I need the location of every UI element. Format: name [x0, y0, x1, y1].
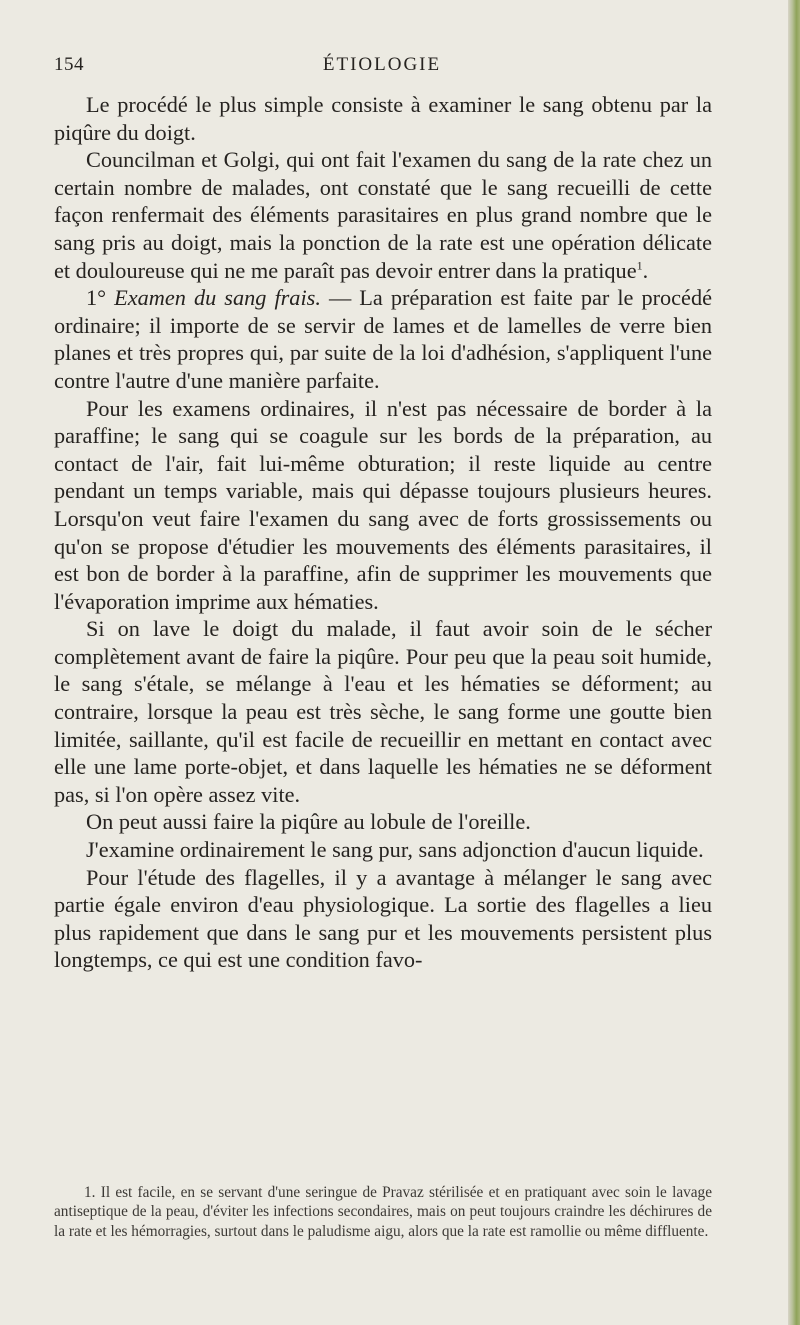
body-text [54, 91, 712, 974]
paragraph: Pour l'étude des flagelles, il y a avantage à mélanger le sang avec partie égale environ d'eau physiologique. La sortie des flagelles a lieu plus rapidement que dans le sang pur et les mouvements persistent plus longtemps, ce qui est une condition favo- [54, 864, 712, 973]
paragraph: Le procédé le plus simple consiste à examiner le sang obtenu par la piqûre du doigt. [54, 92, 712, 145]
footnote-marker: 1. [84, 1184, 96, 1201]
paragraph: Councilman et Golgi, qui ont fait l'examen du sang de la rate chez un certain nombre de malades, ont constaté que le sang recueilli de cette façon renfermait des éléments parasitaires en plus grand nombre que le sang pris au doigt, mais la ponction de la rate est une opération délicate et douloureuse qui ne me paraît pas devoir entrer dans la pratique$^1$. [54, 147, 712, 283]
page-edge [788, 0, 800, 1325]
paragraph: Si on lave le doigt du malade, il faut avoir soin de le sécher complètement avant de faire la piqûre. Pour peu que la peau soit humide, le sang s'étale, se mélange à l'eau et les hématies se déforment; au contraire, lorsque la peau est très sèche, le sang forme une goutte bien limitée, saillante, qu'il est facile de recueillir en mettant en contact avec elle une lame porte-objet, et dans laquelle les hématies ne se déforment pas, si l'on opère assez vite. [54, 616, 712, 807]
paragraph-section-heading: 1° Examen du sang frais. — La préparation est faite par le procédé ordinaire; il importe de se servir de lames et de lamelles de verre bien planes et très propres qui, par suite de la loi d'adhésion, s'appliquent l'une contre l'autre d'une manière parfaite. [54, 285, 712, 393]
section-heading-title: Examen du sang frais. [114, 285, 321, 311]
footnote [54, 1183, 712, 1241]
page-header [54, 54, 710, 84]
paragraph-text: Councilman et Golgi, qui ont fait l'examen du sang de la rate chez un certain nombre de malades, ont constaté que le sang recueilli de cette façon renfermait des éléments parasitaires en plus grand nombre que le sang pris au doigt, mais la ponction de la rate est une opération délicate et douloureuse qui ne me paraît pas devoir entrer dans la pratique [54, 147, 712, 283]
paragraph: Pour les examens ordinaires, il n'est pas nécessaire de border à la paraffine; le sang qui se coagule sur les bords de la préparation, au contact de l'air, fait lui-même obturation; il reste liquide au centre pendant un temps variable, mais qui dépasse toujours plusieurs heures. Lorsqu'on veut faire l'examen du sang avec de forts grossissements ou qu'on se propose d'étudier les mouvements des éléments parasitaires, il est bon de border à la paraffine, afin de supprimer les mouvements que l'évaporation imprime aux hématies. [54, 395, 712, 614]
running-title: ÉTIOLOGIE [322, 54, 442, 75]
page-number: 154 [54, 54, 84, 75]
paragraph: On peut aussi faire la piqûre au lobule de l'oreille. [86, 809, 531, 835]
footnote-text: Il est facile, en se servant d'une seringue de Pravaz stérilisée et en pratiquant avec soin le lavage antiseptique de la peau, d'éviter les infections secondaires, mais on peut toujours craindre les déchirures de la rate et les hémorragies, surtout dans le paludisme aigu, alors que la rate est ramollie ou même diffluente. [54, 1184, 712, 1240]
footnote-reference: 1 [636, 258, 643, 273]
paragraph: J'examine ordinairement le sang pur, sans adjonction d'aucun liquide. [86, 837, 704, 863]
